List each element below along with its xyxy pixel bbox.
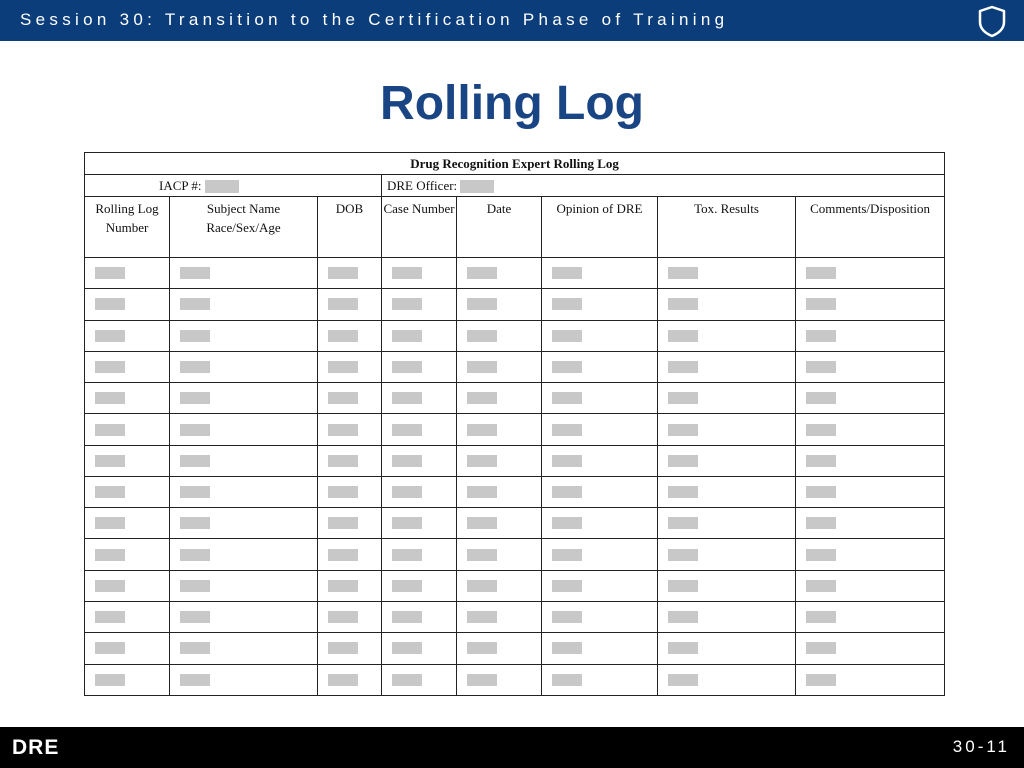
redaction-block: [552, 580, 582, 592]
table-cell: [457, 508, 542, 539]
redaction-block: [467, 674, 497, 686]
redaction-block: [95, 642, 125, 654]
table-cell: [658, 664, 796, 695]
table-cell: [170, 414, 318, 445]
table-cell: [318, 633, 382, 664]
redaction-block: [392, 267, 422, 279]
redaction-block: [328, 486, 358, 498]
table-cell: [658, 570, 796, 601]
table-cell: [457, 289, 542, 320]
redaction-block: [806, 424, 836, 436]
table-cell: [658, 383, 796, 414]
redaction-block: [668, 424, 698, 436]
table-cell: [542, 445, 658, 476]
table-cell: [457, 602, 542, 633]
table-row: [85, 602, 945, 633]
redaction-block: [180, 330, 210, 342]
redaction-block: [392, 642, 422, 654]
redaction-block: [328, 298, 358, 310]
table-cell: [318, 476, 382, 507]
slide-title: Rolling Log: [380, 77, 644, 130]
redaction-block: [467, 517, 497, 529]
redaction-block: [668, 330, 698, 342]
redaction-block: [806, 549, 836, 561]
redaction-block: [467, 330, 497, 342]
column-header: DOB: [318, 197, 382, 258]
redaction-block: [180, 392, 210, 404]
table-cell: [318, 351, 382, 382]
table-cell: [796, 257, 945, 288]
redaction-block: [95, 361, 125, 373]
redaction-block: [467, 486, 497, 498]
table-cell: [658, 320, 796, 351]
column-header: Date: [457, 197, 542, 258]
form-title: Drug Recognition Expert Rolling Log: [85, 153, 945, 175]
redaction-block: [668, 674, 698, 686]
redaction-block: [806, 330, 836, 342]
table-cell: [85, 539, 170, 570]
redaction-block: [806, 517, 836, 529]
table-cell: [170, 570, 318, 601]
redaction-block: [180, 674, 210, 686]
table-cell: [382, 351, 457, 382]
table-cell: [542, 539, 658, 570]
redaction-block: [552, 392, 582, 404]
redaction-block: [95, 392, 125, 404]
table-cell: [542, 508, 658, 539]
redaction-block: [806, 642, 836, 654]
redaction-block: [668, 486, 698, 498]
redaction-block: [392, 392, 422, 404]
table-cell: [796, 508, 945, 539]
redaction-block: [806, 580, 836, 592]
table-cell: [318, 289, 382, 320]
redaction-block: [328, 642, 358, 654]
table-cell: [382, 320, 457, 351]
redaction-block: [806, 392, 836, 404]
redaction-block: [392, 455, 422, 467]
table-cell: [542, 320, 658, 351]
column-header: Case Number: [382, 197, 457, 258]
redaction-block: [95, 580, 125, 592]
redaction-block: [668, 517, 698, 529]
table-cell: [85, 257, 170, 288]
table-row: [85, 664, 945, 695]
table-cell: [85, 476, 170, 507]
table-cell: [170, 383, 318, 414]
redaction-block: [467, 642, 497, 654]
redaction-block: [806, 267, 836, 279]
column-header: Opinion of DRE: [542, 197, 658, 258]
table-cell: [382, 570, 457, 601]
table-cell: [542, 289, 658, 320]
redaction-block: [392, 424, 422, 436]
redaction-block: [668, 267, 698, 279]
table-cell: [457, 570, 542, 601]
redaction-block: [328, 361, 358, 373]
table-cell: [796, 383, 945, 414]
table-cell: [796, 320, 945, 351]
table-cell: [85, 570, 170, 601]
redaction-block: [95, 486, 125, 498]
table-cell: [658, 633, 796, 664]
table-row: [85, 445, 945, 476]
redaction-block: [668, 298, 698, 310]
redaction-block: [95, 674, 125, 686]
redaction-block: [552, 611, 582, 623]
column-header: Tox. Results: [658, 197, 796, 258]
footer-bar: [0, 727, 1024, 768]
table-row: [85, 351, 945, 382]
table-cell: [542, 476, 658, 507]
table-row: [85, 289, 945, 320]
redaction-block: [180, 455, 210, 467]
iacp-cell: [85, 175, 382, 197]
redaction-block: [328, 674, 358, 686]
redaction-block: [552, 517, 582, 529]
redaction-block: [668, 455, 698, 467]
table-cell: [85, 414, 170, 445]
table-cell: [170, 351, 318, 382]
redaction-block: [668, 611, 698, 623]
redaction-block: [668, 549, 698, 561]
redaction-block: [95, 455, 125, 467]
header-bar: [0, 0, 1024, 41]
table-cell: [457, 476, 542, 507]
column-header: Subject Name Race/Sex/Age: [170, 197, 318, 258]
table-cell: [382, 602, 457, 633]
table-cell: [658, 414, 796, 445]
redaction-block: [467, 298, 497, 310]
table-cell: [796, 664, 945, 695]
redaction-block: [467, 392, 497, 404]
redaction-block: [95, 330, 125, 342]
table-cell: [457, 664, 542, 695]
table-cell: [796, 351, 945, 382]
table-cell: [170, 633, 318, 664]
table-cell: [796, 570, 945, 601]
redaction-block: [392, 486, 422, 498]
redaction-block: [806, 486, 836, 498]
table-cell: [85, 351, 170, 382]
table-cell: [318, 414, 382, 445]
redaction-block: [328, 424, 358, 436]
table-row: [85, 570, 945, 601]
redaction-block: [328, 580, 358, 592]
redaction-block: [180, 580, 210, 592]
redaction-block: [328, 517, 358, 529]
table-cell: [542, 383, 658, 414]
table-row: [85, 508, 945, 539]
table-cell: [382, 476, 457, 507]
table-cell: [658, 351, 796, 382]
table-row: [85, 476, 945, 507]
table-cell: [542, 414, 658, 445]
redaction-block: [668, 642, 698, 654]
table-cell: [170, 257, 318, 288]
redaction-block: [467, 611, 497, 623]
redaction-block: [95, 267, 125, 279]
table-cell: [382, 664, 457, 695]
redaction-block: [328, 330, 358, 342]
officer-cell: [382, 175, 945, 197]
redaction-block: [668, 580, 698, 592]
dre-logo: DRE: [12, 736, 60, 759]
table-row: [85, 257, 945, 288]
redaction-block: [95, 298, 125, 310]
redaction-block: [392, 330, 422, 342]
table-cell: [170, 602, 318, 633]
page-number: 30-11: [952, 737, 1010, 756]
table-cell: [796, 445, 945, 476]
column-header: Rolling Log Number: [85, 197, 170, 258]
table-cell: [170, 664, 318, 695]
table-cell: [457, 414, 542, 445]
table-cell: [382, 633, 457, 664]
table-cell: [796, 289, 945, 320]
table-cell: [170, 508, 318, 539]
table-cell: [170, 320, 318, 351]
table-cell: [796, 476, 945, 507]
redaction-block: [552, 549, 582, 561]
redaction-block: [328, 267, 358, 279]
table-cell: [318, 508, 382, 539]
redaction-block: [180, 611, 210, 623]
table-cell: [457, 539, 542, 570]
redaction-block: [328, 611, 358, 623]
redaction-block: [328, 392, 358, 404]
officer-label: DRE Officer:: [387, 177, 458, 193]
table-row: [85, 383, 945, 414]
table-cell: [796, 539, 945, 570]
redaction-block: [806, 361, 836, 373]
table-cell: [658, 539, 796, 570]
redaction-block: [552, 674, 582, 686]
redaction-block: [180, 642, 210, 654]
table-row: [85, 633, 945, 664]
redaction-block: [668, 361, 698, 373]
table-cell: [318, 445, 382, 476]
redaction-block: [392, 611, 422, 623]
redaction-block: [806, 298, 836, 310]
redaction-block: [467, 580, 497, 592]
redaction-block: [180, 361, 210, 373]
redaction-block: [392, 361, 422, 373]
table-cell: [658, 445, 796, 476]
redaction-block: [467, 267, 497, 279]
redaction-block: [806, 611, 836, 623]
rolling-log-form: [84, 152, 944, 696]
table-cell: [85, 602, 170, 633]
table-cell: [170, 476, 318, 507]
table-cell: [457, 383, 542, 414]
table-cell: [457, 257, 542, 288]
table-row: [85, 414, 945, 445]
session-title: Session 30: Transition to the Certification Phase of Training: [20, 10, 729, 29]
redaction-block: [552, 642, 582, 654]
table-cell: [658, 257, 796, 288]
table-cell: [658, 289, 796, 320]
table-cell: [382, 289, 457, 320]
redaction-block: [392, 549, 422, 561]
table-cell: [542, 664, 658, 695]
table-cell: [382, 414, 457, 445]
table-cell: [382, 383, 457, 414]
redaction-block: [180, 486, 210, 498]
table-cell: [318, 570, 382, 601]
table-cell: [85, 320, 170, 351]
redaction-block: [552, 330, 582, 342]
table-cell: [542, 257, 658, 288]
table-cell: [457, 633, 542, 664]
table-cell: [796, 602, 945, 633]
redaction-block: [392, 298, 422, 310]
shield-icon: [976, 4, 1008, 38]
table-cell: [658, 602, 796, 633]
redaction-block: [552, 455, 582, 467]
table-cell: [382, 445, 457, 476]
table-row: [85, 320, 945, 351]
table-cell: [170, 445, 318, 476]
column-header: Comments/Disposition: [796, 197, 945, 258]
table-cell: [542, 351, 658, 382]
redaction-block: [552, 486, 582, 498]
redaction-block: [392, 580, 422, 592]
table-cell: [318, 539, 382, 570]
table-cell: [382, 508, 457, 539]
redaction-block: [552, 267, 582, 279]
table-cell: [318, 257, 382, 288]
redaction-block: [180, 424, 210, 436]
iacp-redaction: [205, 180, 239, 193]
redaction-block: [180, 267, 210, 279]
table-cell: [542, 602, 658, 633]
table-cell: [382, 257, 457, 288]
redaction-block: [552, 424, 582, 436]
table-cell: [658, 476, 796, 507]
redaction-block: [668, 392, 698, 404]
iacp-label: IACP #:: [159, 177, 202, 193]
table-cell: [170, 539, 318, 570]
redaction-block: [95, 549, 125, 561]
table-cell: [318, 664, 382, 695]
table-cell: [542, 633, 658, 664]
rolling-log-table: [84, 152, 945, 696]
table-cell: [457, 351, 542, 382]
table-cell: [85, 664, 170, 695]
table-cell: [318, 320, 382, 351]
redaction-block: [467, 549, 497, 561]
redaction-block: [467, 424, 497, 436]
table-cell: [85, 383, 170, 414]
table-cell: [457, 320, 542, 351]
table-cell: [318, 383, 382, 414]
table-cell: [318, 602, 382, 633]
redaction-block: [328, 455, 358, 467]
table-cell: [382, 539, 457, 570]
redaction-block: [95, 611, 125, 623]
table-cell: [796, 633, 945, 664]
redaction-block: [552, 298, 582, 310]
redaction-block: [467, 455, 497, 467]
table-cell: [85, 445, 170, 476]
table-cell: [170, 289, 318, 320]
table-row: [85, 539, 945, 570]
redaction-block: [95, 517, 125, 529]
redaction-block: [392, 674, 422, 686]
redaction-block: [95, 424, 125, 436]
redaction-block: [180, 298, 210, 310]
officer-redaction: [460, 180, 494, 193]
redaction-block: [552, 361, 582, 373]
redaction-block: [392, 517, 422, 529]
table-cell: [796, 414, 945, 445]
redaction-block: [180, 549, 210, 561]
table-cell: [85, 508, 170, 539]
table-cell: [85, 633, 170, 664]
table-cell: [542, 570, 658, 601]
redaction-block: [467, 361, 497, 373]
table-cell: [457, 445, 542, 476]
table-cell: [658, 508, 796, 539]
redaction-block: [180, 517, 210, 529]
redaction-block: [328, 549, 358, 561]
redaction-block: [806, 455, 836, 467]
table-cell: [85, 289, 170, 320]
redaction-block: [806, 674, 836, 686]
